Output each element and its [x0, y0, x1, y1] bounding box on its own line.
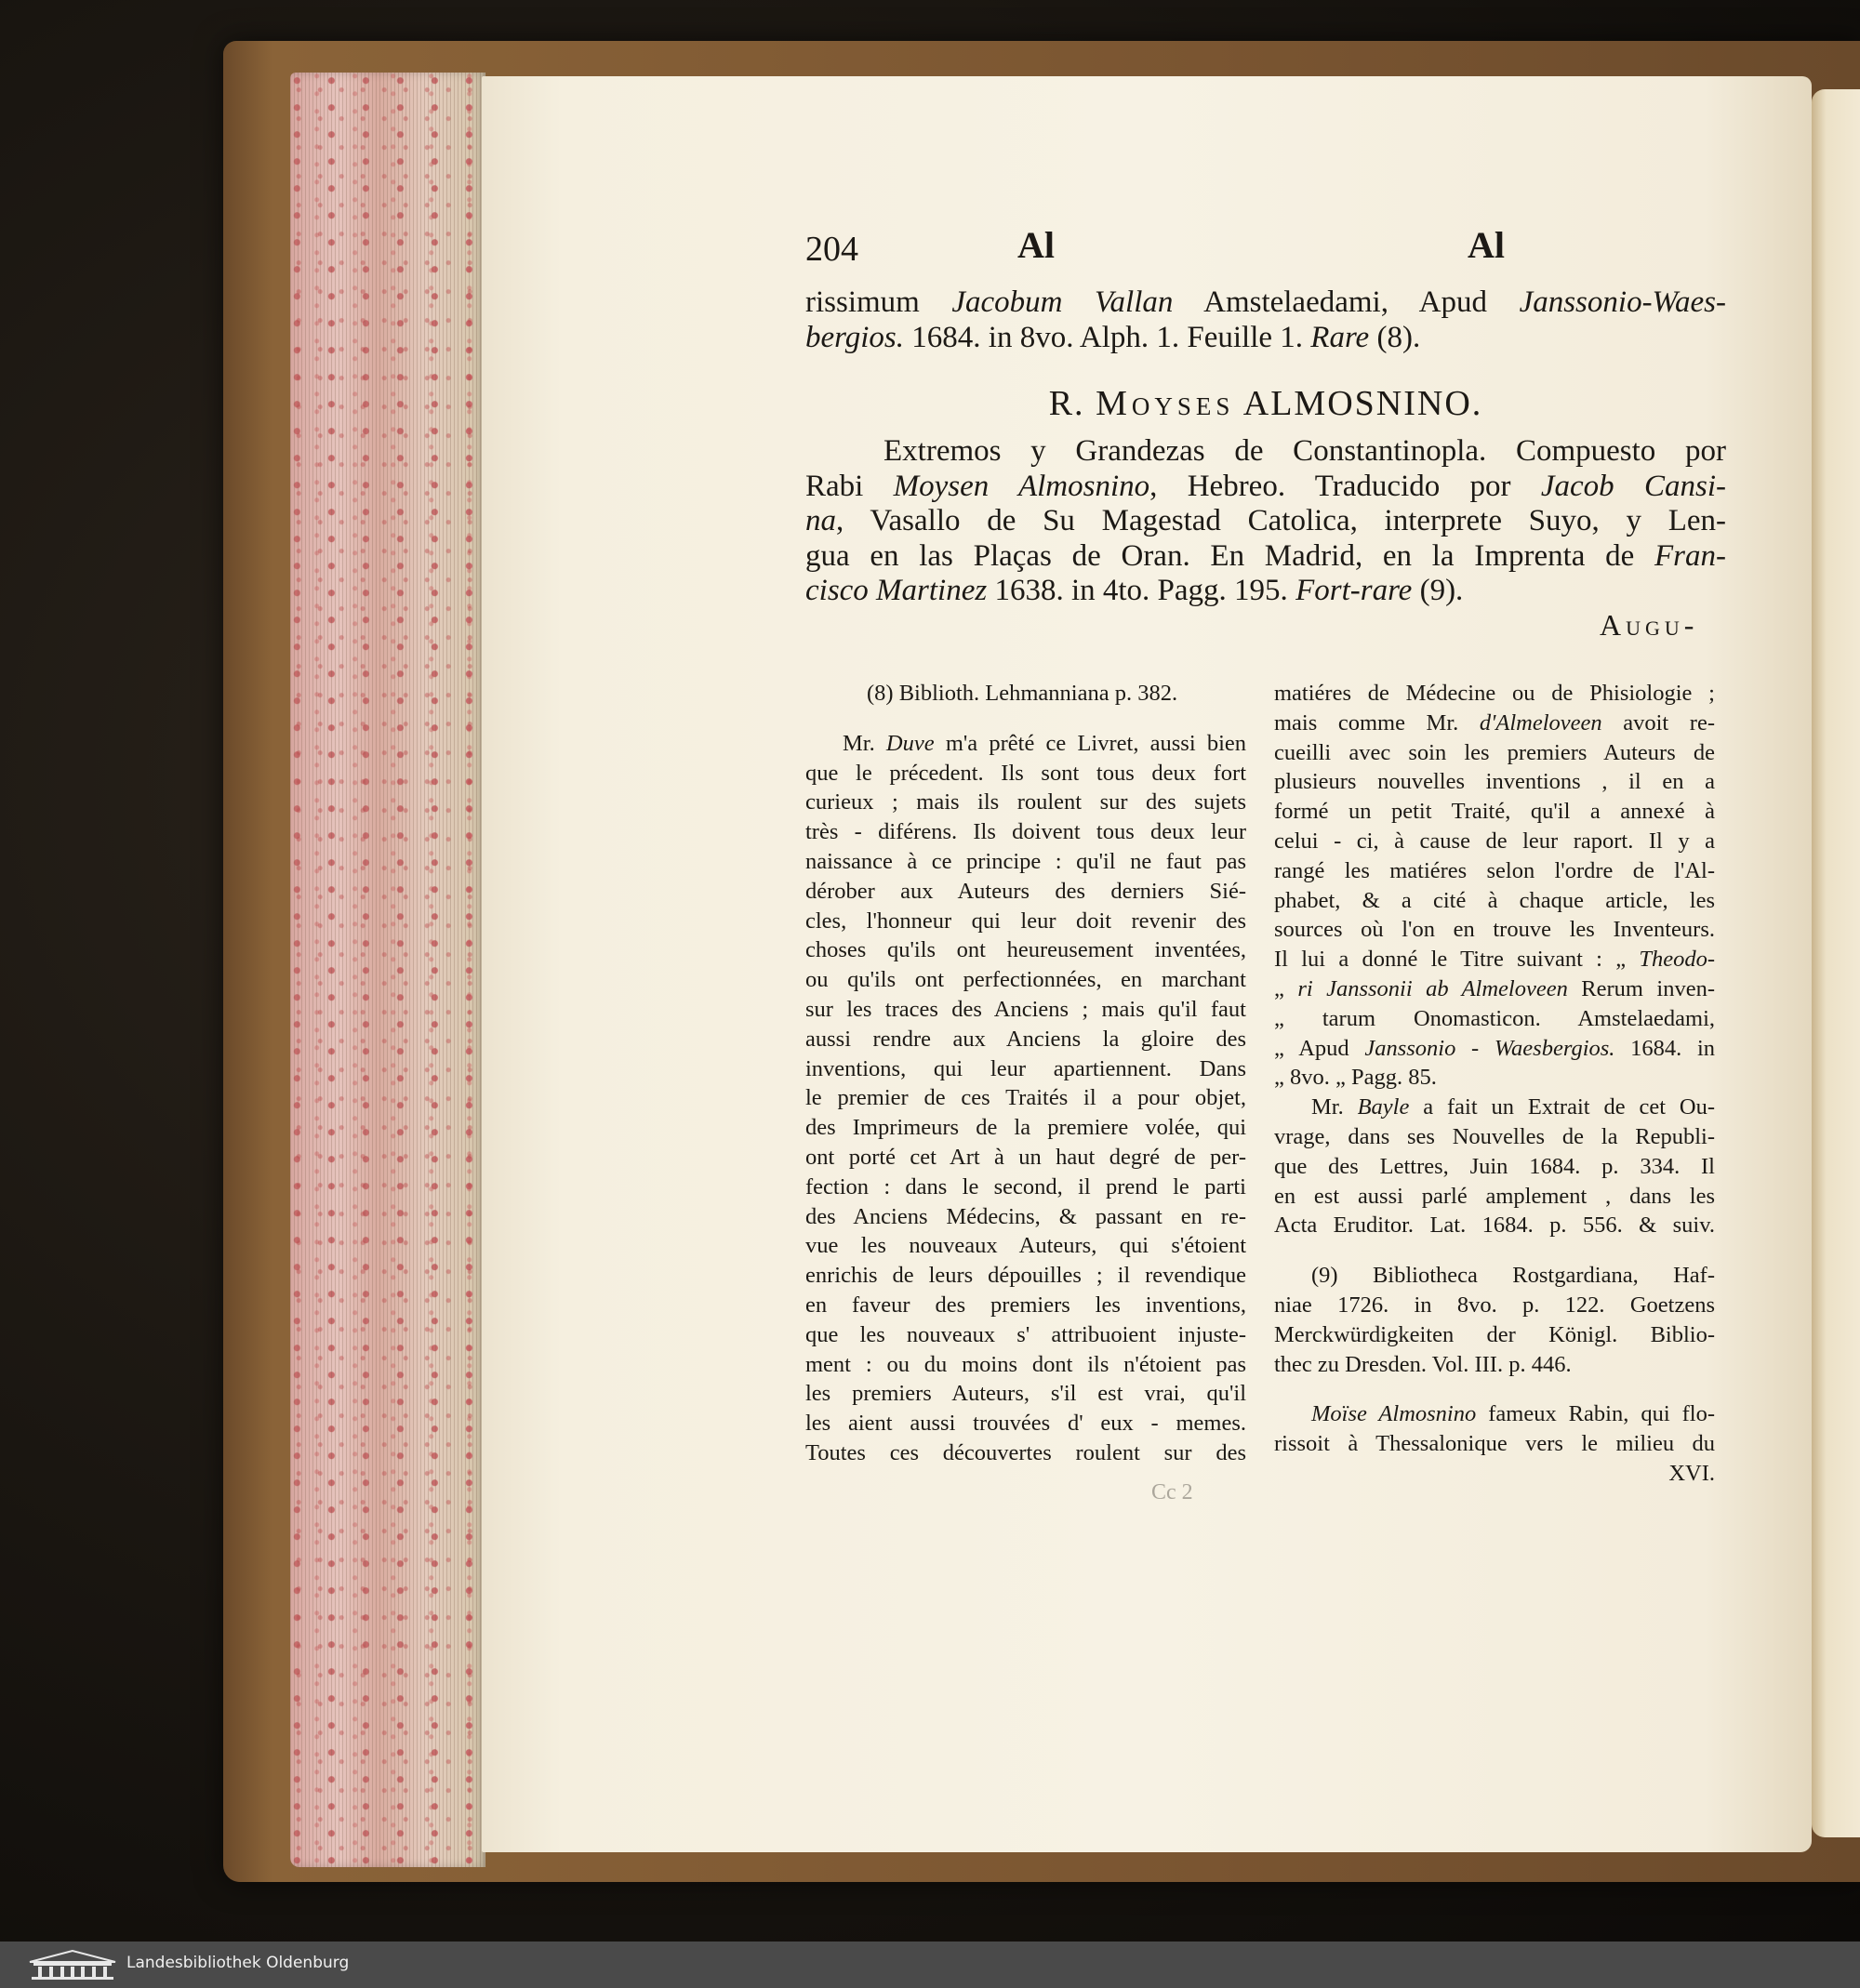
footnote-line	[1274, 738, 1715, 768]
footnote-line	[805, 847, 1246, 877]
footnote-line	[805, 1025, 1246, 1054]
footnote-line	[1274, 1459, 1715, 1489]
text-run: rissimum	[805, 285, 952, 319]
text-run: gua en las Plaças de Oran. En Madrid, en la Imprenta de	[805, 538, 1654, 573]
footnote-line	[1274, 1004, 1715, 1034]
text-run: Il lui a donné le Titre suivant : „	[1274, 947, 1640, 973]
text-run: phabet, & a cité à chaque article, les	[1274, 887, 1715, 913]
text-run: „ tarum Onomasticon. Amstelaedami,	[1274, 1005, 1715, 1031]
text-run: Amstelaedami, Apud	[1173, 285, 1520, 319]
footnote-column-right	[1274, 679, 1715, 1489]
footnote-line	[805, 1143, 1246, 1173]
italic-text: Fort-rare	[1295, 574, 1413, 607]
footnote-line	[1274, 1320, 1715, 1350]
footnote-line	[805, 1379, 1246, 1409]
text-run: sources où l'on en trouve les Inventeurs.	[1274, 917, 1715, 943]
footnote-line	[1274, 1429, 1715, 1459]
entry-line	[805, 469, 1726, 504]
text-run: les aient aussi trouvées d' eux - memes.	[805, 1411, 1246, 1437]
text-run: plusieurs nouvelles inventions , il en a	[1274, 769, 1715, 795]
italic-text: ri Janssonii ab Almeloveen	[1297, 975, 1568, 1001]
italic-text: d'Almeloveen	[1479, 709, 1602, 736]
italic-text: Bayle	[1357, 1094, 1410, 1120]
text-run: celui - ci, à cause de leur raport. Il y a	[1274, 828, 1715, 854]
text-run: choses qu'ils ont heureusement inventées,	[805, 937, 1246, 963]
footnote-line	[805, 1261, 1246, 1291]
footnote-line	[1274, 827, 1715, 856]
text-run: fection : dans le second, il prend le parti	[805, 1173, 1246, 1199]
text-run: 1638. in 4to. Pagg. 195.	[987, 574, 1296, 607]
footnote-line	[1274, 1063, 1715, 1093]
footnote-line	[805, 1231, 1246, 1261]
text-run: curieux ; mais ils roulent sur des sujets	[805, 789, 1246, 815]
footnote-line	[1274, 856, 1715, 886]
text-run: 1684. in 8vo. Alph. 1. Feuille 1.	[904, 321, 1311, 354]
italic-text: Janssonio-Waes-	[1519, 285, 1726, 319]
footnote-line	[805, 1202, 1246, 1232]
footnote-line	[1274, 1211, 1715, 1240]
text-run: que les nouveaux s' attribuoient injuste-	[805, 1321, 1246, 1347]
text-run: des Imprimeurs de la premiere volée, qui	[805, 1115, 1246, 1141]
text-run: , Vasallo de Su Magestad Catolica, interprete Suyo, y Len-	[836, 504, 1726, 537]
page-edges	[290, 73, 485, 1867]
text-run: dérober aux Auteurs des derniers Sié-	[805, 878, 1246, 904]
footnote-line	[1274, 945, 1715, 974]
footnote-line	[805, 1083, 1246, 1113]
footnote-line	[805, 729, 1246, 759]
text-run: a fait un Extrait de cet Ou-	[1409, 1094, 1715, 1120]
text-run: , Hebreo. Traducido por	[1149, 469, 1541, 503]
text-run: Rabi	[805, 469, 894, 503]
text-run: avoit re-	[1601, 709, 1715, 736]
italic-text: Theodo-	[1639, 947, 1715, 973]
bibliographic-entry	[805, 433, 1726, 608]
footnote-line	[805, 1113, 1246, 1143]
text-line	[805, 285, 1726, 320]
paragraph-gap	[1274, 1240, 1715, 1261]
italic-text: Duve	[885, 730, 935, 756]
text-run: rissoit à Thessalonique vers le milieu du	[1274, 1431, 1715, 1457]
footnote-line	[805, 759, 1246, 789]
text-run: rangé les matiéres selon l'ordre de l'Al-	[1274, 857, 1715, 883]
entry-line	[805, 573, 1726, 608]
text-run: „ Apud	[1274, 1035, 1365, 1061]
heading-first-name: Moyses	[1096, 384, 1235, 423]
footnote-line	[805, 877, 1246, 907]
running-head-right: Al	[1468, 224, 1505, 266]
footnote-line	[805, 1320, 1246, 1350]
text-run: Extremos y Grandezas de Constantinopla. Compuesto por	[884, 434, 1726, 468]
text-run: que le précedent. Ils sont tous deux fort	[805, 760, 1246, 786]
text-run: „	[1274, 975, 1298, 1001]
continued-entry-text	[805, 285, 1726, 355]
text-run: Acta Eruditor. Lat. 1684. p. 556. & suiv.	[1274, 1213, 1715, 1239]
text-run: vue les nouveaux Auteurs, qui s'étoient	[805, 1233, 1246, 1259]
text-run: (8) Biblioth. Lehmanniana p. 382.	[867, 681, 1178, 706]
footnote-line	[1274, 1350, 1715, 1380]
text-run: Merckwürdigkeiten der Königl. Biblio-	[1274, 1321, 1715, 1347]
footnote-line	[1274, 709, 1715, 738]
entry-heading	[805, 383, 1726, 424]
text-run: que des Lettres, Juin 1684. p. 334. Il	[1274, 1153, 1715, 1179]
facing-page-edge	[1812, 89, 1860, 1837]
text-run: inventions, qui leur apartiennent. Dans	[805, 1055, 1246, 1081]
italic-text: Janssonio - Waesbergios.	[1364, 1035, 1615, 1061]
footnote-line	[805, 788, 1246, 817]
text-run: formé un petit Traité, qu'il a annexé à	[1274, 799, 1715, 825]
entry-line	[805, 433, 1726, 469]
footnote-line	[805, 817, 1246, 847]
text-run: les premiers Auteurs, s'il est vrai, qu'il	[805, 1381, 1246, 1407]
footnote-line	[1274, 974, 1715, 1004]
footnote-line	[1274, 1093, 1715, 1122]
heading-prefix: R.	[1048, 384, 1085, 423]
text-run: Toutes ces découvertes roulent sur des	[805, 1439, 1246, 1465]
footnote-line	[1274, 767, 1715, 797]
text-run: ont porté cet Art à un haut degré de per-	[805, 1144, 1246, 1170]
viewer-footer	[0, 1942, 1860, 1988]
italic-text: Jacobum Vallan	[951, 285, 1174, 319]
footnote-line	[1274, 1122, 1715, 1152]
paragraph-gap	[1274, 1379, 1715, 1399]
footnote-line	[1274, 1399, 1715, 1429]
text-run: le premier de ces Traités il a pour objet,	[805, 1085, 1246, 1111]
text-run: des Anciens Médecins, & passant en re-	[805, 1203, 1246, 1229]
text-run: (9).	[1412, 574, 1464, 607]
text-run: matiéres de Médecine ou de Phisiologie ;	[1274, 681, 1715, 706]
footnote-line	[805, 965, 1246, 995]
footnote-line	[805, 995, 1246, 1025]
text-run: cueilli avec soin les premiers Auteurs de	[1274, 739, 1715, 765]
running-head	[805, 223, 1726, 270]
catchword: Augu-	[1600, 608, 1699, 642]
paragraph-gap	[805, 709, 1246, 729]
italic-text: Moysen Almosnino	[893, 469, 1150, 503]
running-head-left: Al	[1017, 224, 1055, 266]
footnote-line	[1274, 1152, 1715, 1182]
footnote-line	[1274, 886, 1715, 916]
footnote-line	[1274, 1261, 1715, 1291]
italic-text: Rare	[1310, 321, 1370, 354]
text-run: ment : ou du moins dont ils n'étoient pas	[805, 1351, 1246, 1377]
text-run: en est aussi parlé amplement , dans les	[1274, 1183, 1715, 1209]
signature-mark: Cc 2	[1151, 1480, 1193, 1504]
text-run: (8).	[1369, 321, 1421, 354]
footnote-column-left	[805, 679, 1246, 1468]
footnote-line	[805, 935, 1246, 965]
italic-text: bergios.	[805, 321, 905, 354]
text-run: vrage, dans ses Nouvelles de la Republi-	[1274, 1123, 1715, 1149]
footnote-line	[805, 1291, 1246, 1320]
text-run: thec zu Dresden. Vol. III. p. 446.	[1274, 1351, 1572, 1377]
page-number: 204	[805, 230, 858, 269]
footnote-line	[805, 907, 1246, 936]
text-line	[805, 320, 1726, 355]
text-run: fameux Rabin, qui flo-	[1476, 1401, 1715, 1427]
footnote-line	[805, 679, 1246, 709]
footnote-line	[805, 1350, 1246, 1380]
italic-text: Fran-	[1654, 538, 1726, 573]
text-run: aussi rendre aux Anciens la gloire des	[805, 1026, 1246, 1052]
footnote-line	[1274, 1034, 1715, 1064]
footnote-line	[805, 1438, 1246, 1468]
footnote-line	[805, 1409, 1246, 1438]
text-run: „ 8vo. „ Pagg. 85.	[1274, 1065, 1437, 1091]
text-run: m'a prêté ce Livret, aussi bien	[934, 730, 1246, 756]
footnote-line	[1274, 915, 1715, 945]
footnote-line	[805, 1173, 1246, 1202]
text-run: très - diférens. Ils doivent tous deux leur	[805, 819, 1246, 845]
text-run: Mr.	[843, 730, 886, 756]
text-run: Rerum inven-	[1567, 975, 1715, 1001]
text-run: niae 1726. in 8vo. p. 122. Goetzens	[1274, 1292, 1715, 1318]
footnote-line	[1274, 1182, 1715, 1212]
italic-text: Moïse Almosnino	[1311, 1401, 1477, 1427]
text-run: cles, l'honneur qui leur doit revenir des	[805, 908, 1246, 934]
italic-text: cisco Martinez	[805, 574, 988, 607]
text-run: Mr.	[1311, 1094, 1358, 1120]
italic-text: na	[805, 504, 836, 537]
footnote-line	[1274, 679, 1715, 709]
text-run: en faveur des premiers les inventions,	[805, 1292, 1246, 1318]
entry-line	[805, 538, 1726, 574]
entry-line	[805, 503, 1726, 538]
text-run: (9) Bibliotheca Rostgardiana, Haf-	[1311, 1263, 1715, 1289]
footnote-line	[1274, 797, 1715, 827]
text-run: naissance à ce principe : qu'il ne faut pas	[805, 848, 1246, 874]
text-run: XVI.	[1668, 1460, 1715, 1486]
text-run: mais comme Mr.	[1274, 709, 1480, 736]
heading-surname: ALMOSNINO.	[1242, 384, 1483, 423]
library-building-icon	[26, 1949, 119, 1981]
text-run: enrichis de leurs dépouilles ; il revendique	[805, 1263, 1246, 1289]
text-run: sur les traces des Anciens ; mais qu'il faut	[805, 996, 1246, 1022]
library-name: Landesbibliothek Oldenburg	[126, 1954, 350, 1972]
text-run: ou qu'ils ont perfectionnées, en marchant	[805, 967, 1246, 993]
italic-text: Jacob Cansi-	[1540, 469, 1726, 503]
footnote-line	[805, 1054, 1246, 1084]
text-run: 1684. in	[1614, 1035, 1715, 1061]
footnote-line	[1274, 1291, 1715, 1320]
